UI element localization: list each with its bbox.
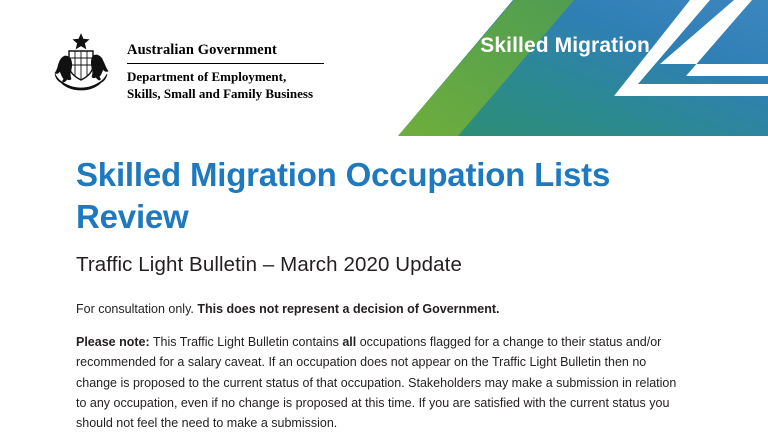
header-banner-title: Skilled Migration (480, 34, 650, 57)
please-note-paragraph (76, 332, 686, 433)
australian-government-brand (45, 30, 324, 102)
brand-divider (127, 63, 324, 64)
page-header (0, 0, 768, 136)
please-note-label: Please note: (76, 335, 150, 349)
please-note-part-2: occupations flagged for a change to their status and/or recommended for a salary caveat. If an occupation does not appear on the Traffic Light Bulletin then no change is proposed to the current status of that occupation. Stakeholders may make a submission in relation to any occupation, even if no change is proposed at this time. If you are satisfied with the current status you should not feel the need to make a submission. (76, 335, 677, 430)
please-note-emphasis-all: all (342, 335, 357, 349)
consultation-emphasis: This does not represent a decision of Government. (197, 302, 500, 316)
triangle-right-icon (657, 41, 668, 55)
please-note-part-1: This Traffic Light Bulletin contains (149, 335, 343, 349)
department-name-line-2: Skills, Small and Family Business (127, 85, 314, 101)
page-title: Skilled Migration Occupation Lists Review (76, 156, 611, 236)
department-name-line-1: Department of Employment, (127, 69, 287, 84)
consultation-lead: For consultation only. (76, 302, 198, 316)
consultation-notice (76, 300, 716, 318)
header-ribbon-graphic (338, 0, 768, 136)
page-subtitle: Traffic Light Bulletin – March 2020 Update (76, 253, 462, 276)
brand-wordmark (127, 30, 324, 102)
australian-coat-of-arms-icon (45, 30, 117, 102)
government-name: Australian Government (127, 42, 277, 58)
